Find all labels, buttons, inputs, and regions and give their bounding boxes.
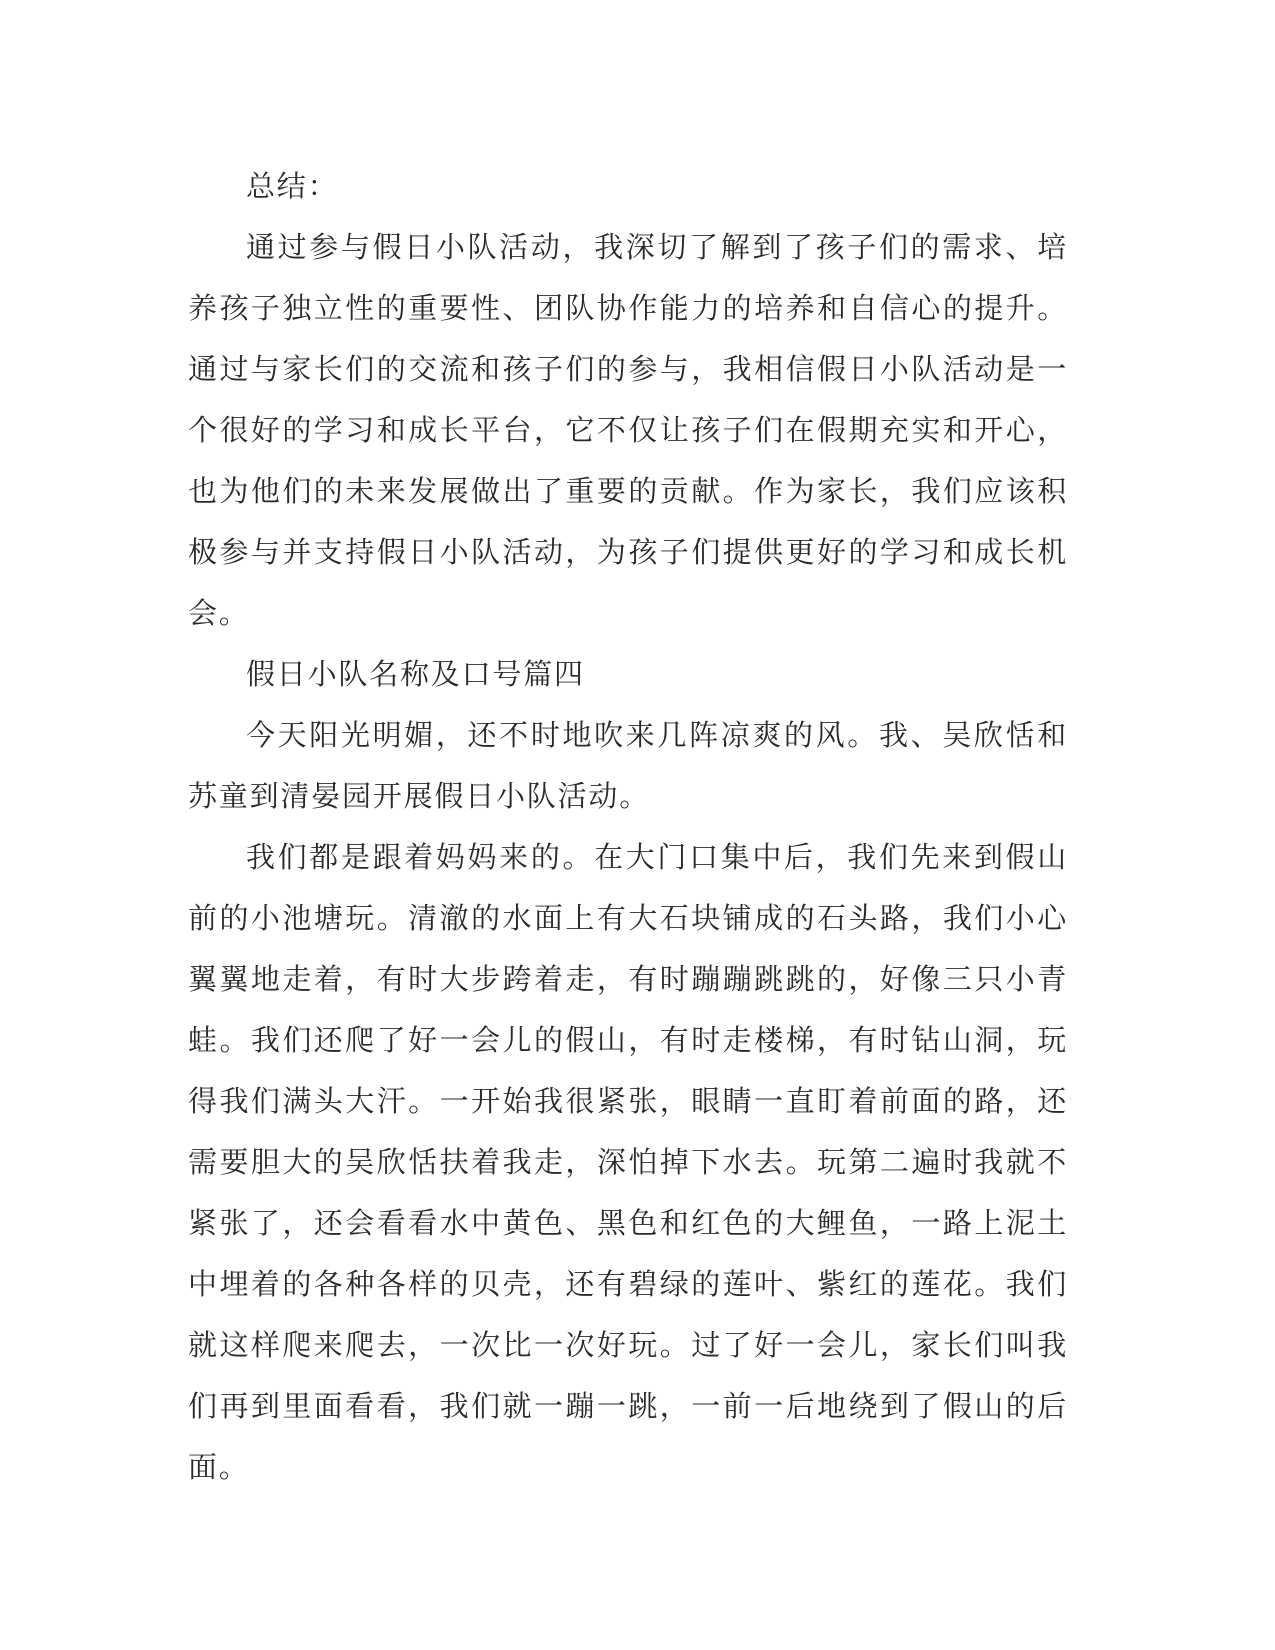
- section-heading: 假日小队名称及口号篇四: [246, 657, 585, 691]
- document-body: [188, 156, 1068, 1498]
- summary-heading: 总结：: [246, 169, 339, 203]
- summary-paragraph: 通过参与假日小队活动，我深切了解到了孩子们的需求、培养孩子独立性的重要性、团队协作能力的培养和自信心的提升。通过与家长们的交流和孩子们的参与，我相信假日小队活动是一个很好的学习和成长平台，它不仅让孩子们在假期充实和开心，也为他们的未来发展做出了重要的贡献。作为家长，我们应该积极参与并支持假日小队活动，为孩子们提供更好的学习和成长机会。: [188, 230, 1068, 630]
- body-paragraph: 我们都是跟着妈妈来的。在大门口集中后，我们先来到假山前的小池塘玩。清澈的水面上有大石块铺成的石头路，我们小心翼翼地走着，有时大步跨着走，有时蹦蹦跳跳的，好像三只小青蛙。我们还爬了好一会儿的假山，有时走楼梯，有时钻山洞，玩得我们满头大汗。一开始我很紧张，眼睛一直盯着前面的路，还需要胆大的吴欣恬扶着我走，深怕掉下水去。玩第二遍时我就不紧张了，还会看看水中黄色、黑色和红色的大鲤鱼，一路上泥土中埋着的各种各样的贝壳，还有碧绿的莲叶、紫红的莲花。我们就这样爬来爬去，一次比一次好玩。过了好一会儿，家长们叫我们再到里面看看，我们就一蹦一跳，一前一后地绕到了假山的后面。: [188, 840, 1068, 1484]
- body-paragraph: 今天阳光明媚，还不时地吹来几阵凉爽的风。我、吴欣恬和苏童到清晏园开展假日小队活动。: [188, 718, 1068, 813]
